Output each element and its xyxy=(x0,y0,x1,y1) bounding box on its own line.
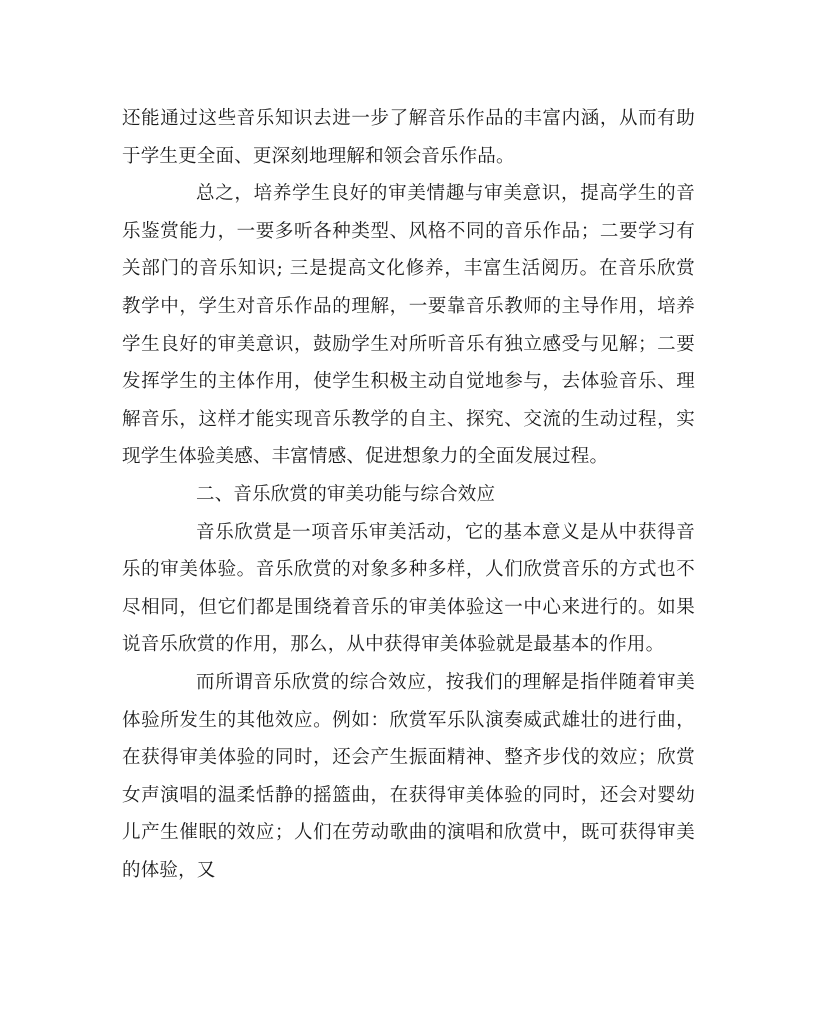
document-body xyxy=(122,100,695,889)
paragraph-music-appreciation: 音乐欣赏是一项音乐审美活动，它的基本意义是从中获得音乐的审美体验。音乐欣赏的对象多种多样，人们欣赏音乐的方式也不尽相同，但它们都是围绕着音乐的审美体验这一中心来进行的。如果说音乐欣赏的作用，那么，从中获得审美体验就是最基本的作用。 xyxy=(122,521,695,656)
paragraph-combined-effect: 而所谓音乐欣赏的综合效应，按我们的理解是指伴随着审美体验所发生的其他效应。例如：欣赏军乐队演奏威武雄壮的进行曲，在获得审美体验的同时，还会产生振面精神、整齐步伐的效应；欣赏女声演唱的温柔恬静的摇篮曲，在获得审美体验的同时，还会对婴幼儿产生催眠的效应；人们在劳动歌曲的演唱和欣赏中，既可获得审美的体验，又 xyxy=(122,671,695,881)
paragraph-summary: 总之，培养学生良好的审美情趣与审美意识，提高学生的音乐鉴赏能力，一要多听各种类型、风格不同的音乐作品；二要学习有关部门的音乐知识; 三是提高文化修养，丰富生活阅历。在音乐欣赏教学中，学生对音乐作品的理解，一要靠音乐教师的主导作用，培养学生良好的审美意识，鼓励学生对所听音乐有独立感受与见解；二要发挥学生的主体作用，使学生积极主动自觉地参与，去体验音乐、理解音乐，这样才能实现音乐教学的自主、探究、交流的生动过程，实现学生体验美感、丰富情感、促进想象力的全面发展过程。 xyxy=(122,183,695,468)
section-heading: 二、音乐欣赏的审美功能与综合效应 xyxy=(196,483,496,505)
paragraph-continuation: 还能通过这些音乐知识去进一步了解音乐作品的丰富内涵，从而有助于学生更全面、更深刻地理解和领会音乐作品。 xyxy=(122,108,695,167)
